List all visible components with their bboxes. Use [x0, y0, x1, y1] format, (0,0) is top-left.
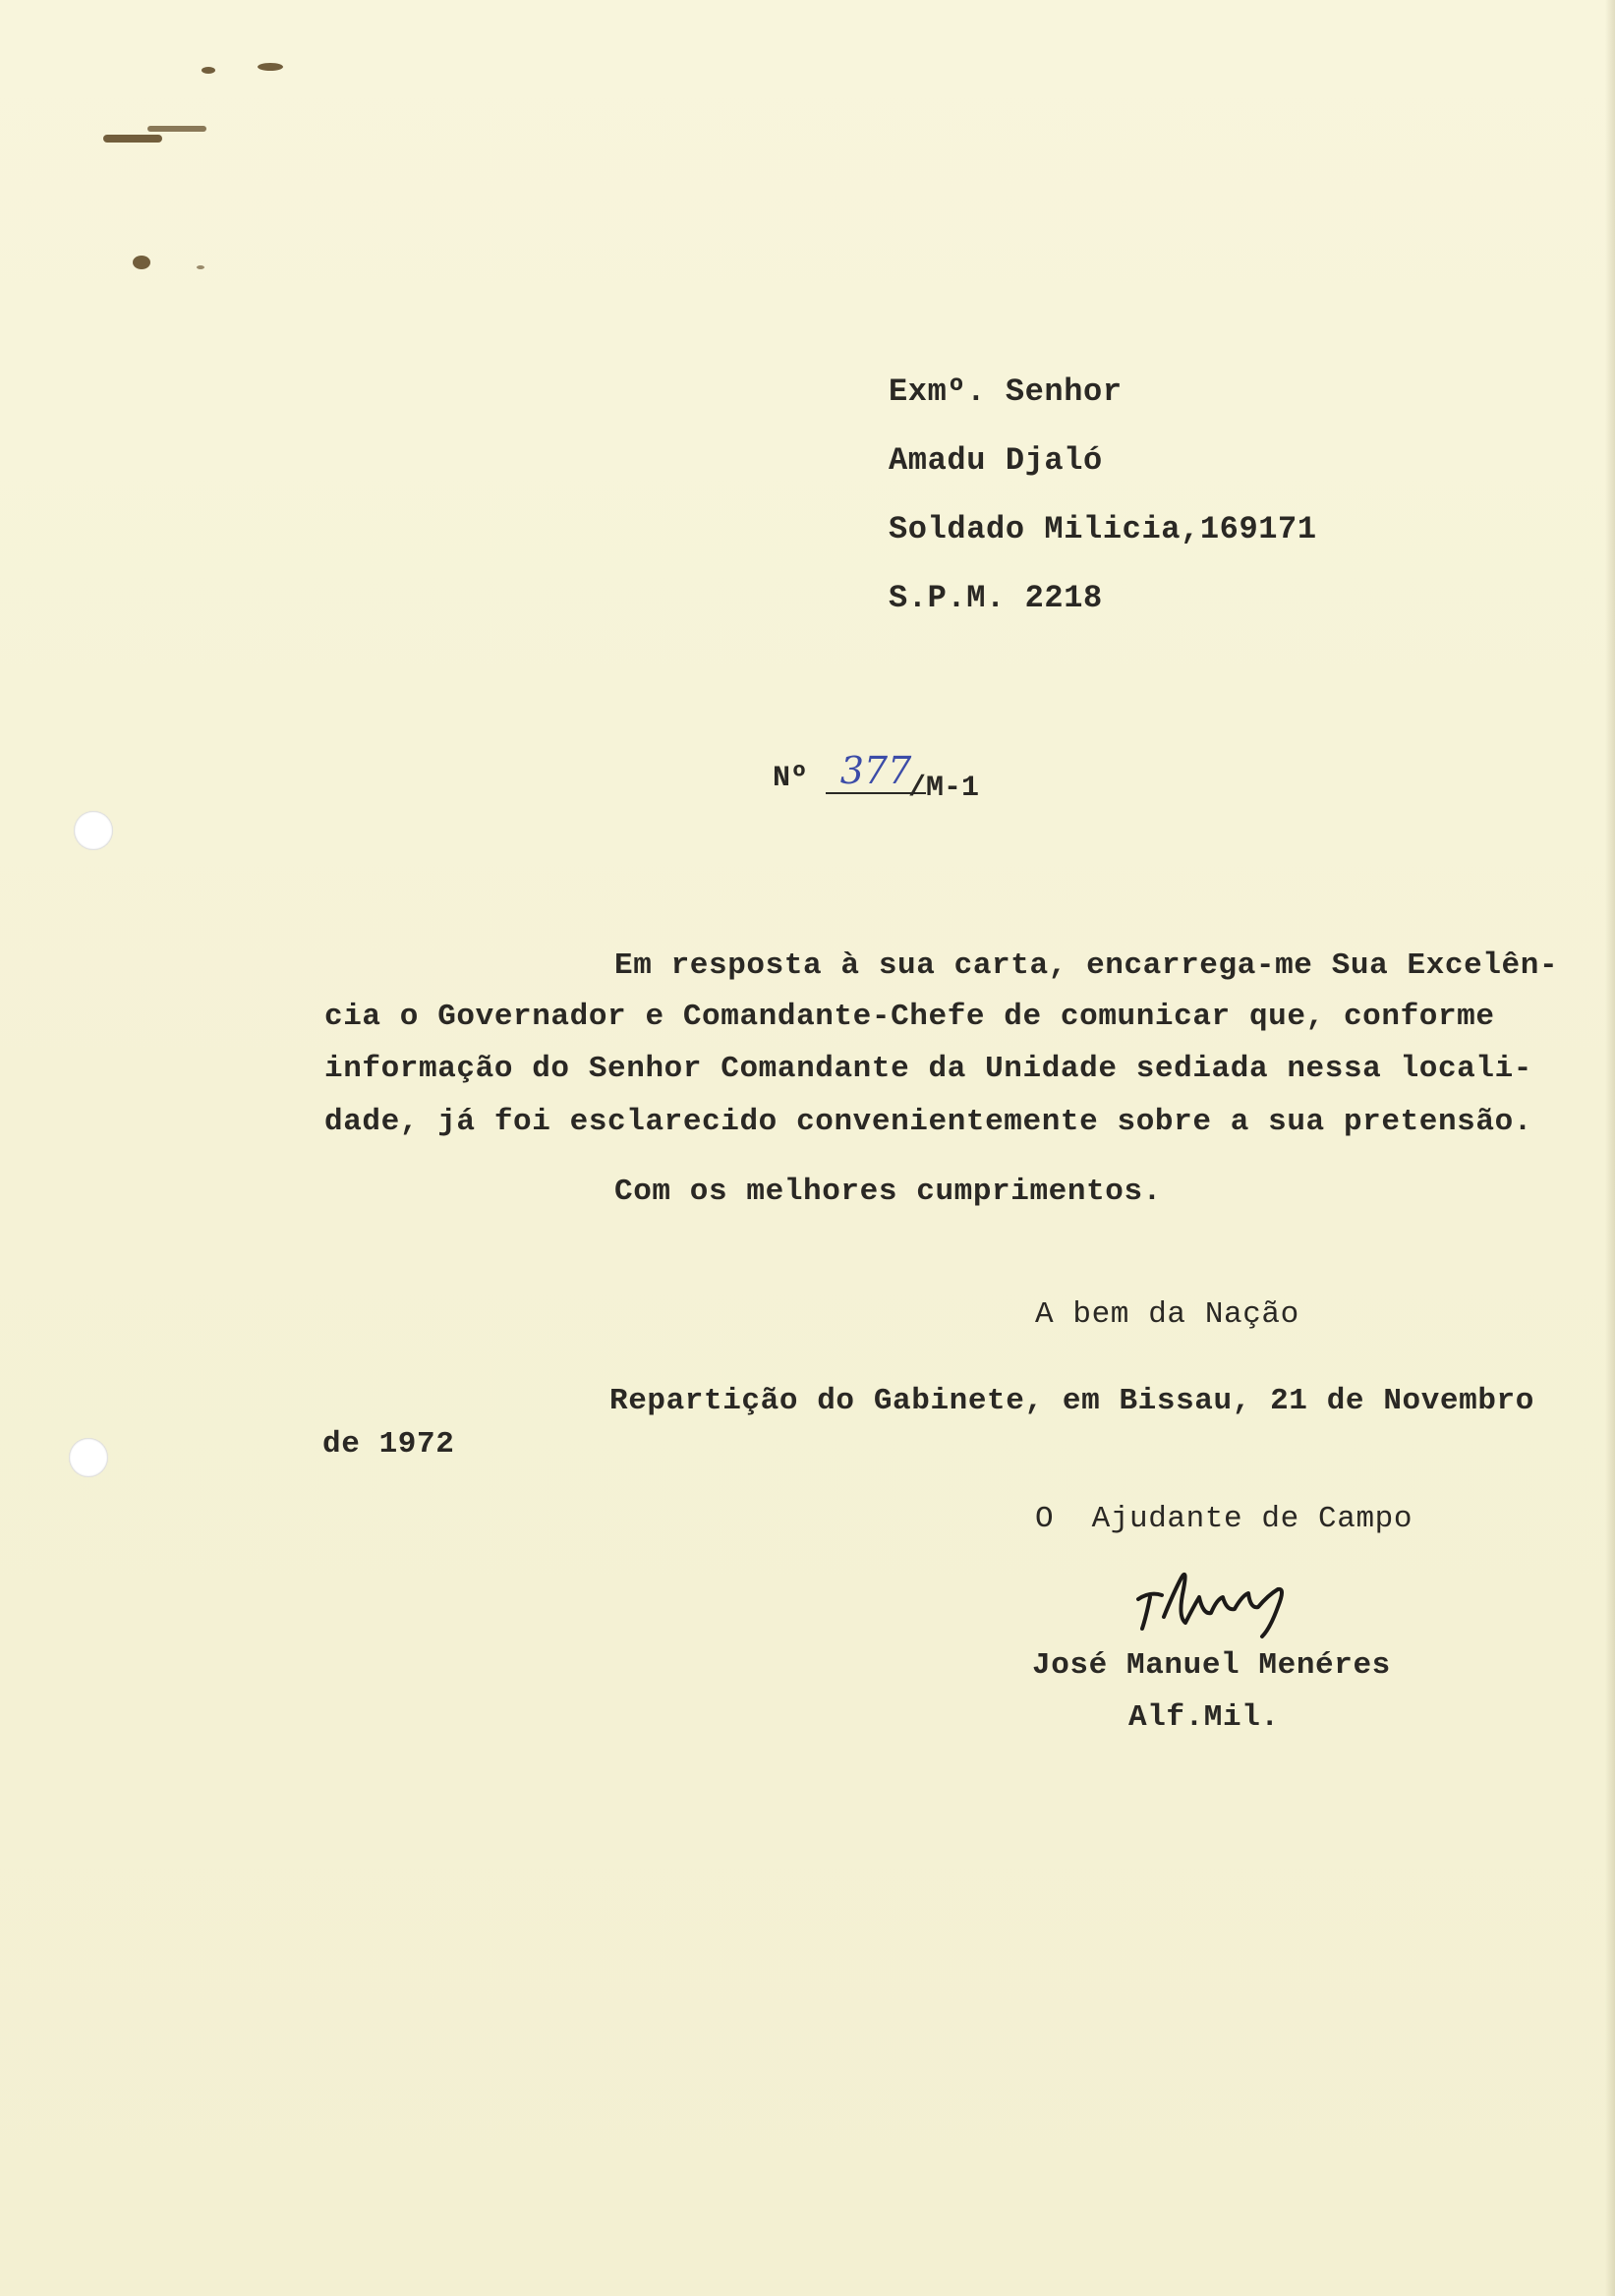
reference-suffix: /M-1	[908, 772, 980, 805]
signatory-name: José Manuel Menéres	[1032, 1648, 1391, 1683]
addressee-rank: Soldado Milicia,169171	[889, 511, 1317, 547]
motto: A bem da Nação	[1035, 1297, 1299, 1332]
punch-hole	[69, 1438, 108, 1477]
body-line-3: informação do Senhor Comandante da Unidade sediada nessa locali-	[324, 1052, 1532, 1086]
handwritten-signature	[1130, 1538, 1366, 1646]
rust-stain	[258, 63, 283, 71]
body-line-4: dade, já foi esclarecido convenientemente sobre a sua pretensão.	[324, 1105, 1532, 1139]
signatory-title: O Ajudante de Campo	[1035, 1502, 1413, 1536]
rust-stain	[133, 256, 150, 269]
reference-prefix: Nº	[773, 762, 809, 795]
rust-stain	[197, 265, 204, 269]
rust-stain	[202, 67, 215, 74]
place-date-line-1: Repartição do Gabinete, em Bissau, 21 de Novembro	[609, 1384, 1534, 1418]
addressee-spm: S.P.M. 2218	[889, 580, 1103, 616]
addressee-salutation: Exmº. Senhor	[889, 373, 1123, 410]
body-line-2: cia o Governador e Comandante-Chefe de comunicar que, conforme	[324, 1000, 1495, 1034]
signatory-rank: Alf.Mil.	[1128, 1700, 1280, 1735]
addressee-name: Amadu Djaló	[889, 442, 1103, 479]
paper-edge	[1605, 0, 1615, 2296]
rust-stain	[147, 126, 206, 132]
reference-number-handwritten: 377	[826, 749, 926, 794]
body-line-1: Em resposta à sua carta, encarrega-me Sua Excelên-	[614, 948, 1559, 983]
closing-greeting: Com os melhores cumprimentos.	[614, 1175, 1162, 1209]
rust-stain	[103, 135, 162, 143]
punch-hole	[74, 811, 113, 850]
place-date-line-2: de 1972	[322, 1427, 455, 1462]
